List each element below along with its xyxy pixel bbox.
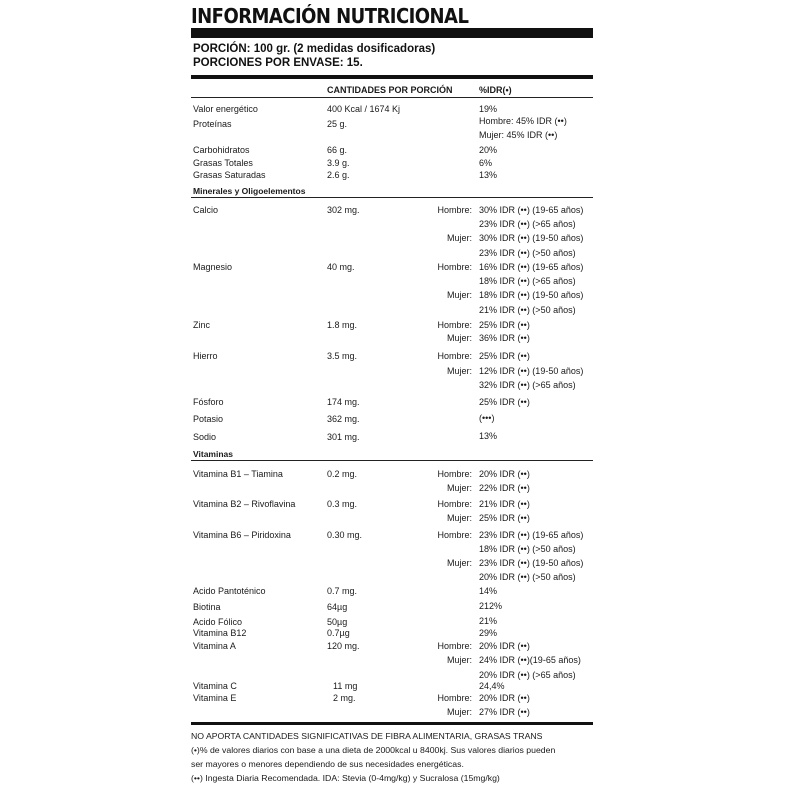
nutrient-amount: 120 mg.: [327, 641, 360, 651]
idr-column-header: %IDR(•): [479, 85, 512, 95]
nutrient-amount: 25 g.: [327, 119, 348, 129]
nutrient-idr: 25% IDR (••): [479, 351, 530, 361]
nutrient-name: Hierro: [193, 351, 218, 361]
header-rule: [191, 97, 593, 98]
nutrient-idr: 23% IDR (••) (19-50 años): [479, 558, 584, 568]
idr-group-label: Hombre:: [437, 469, 472, 479]
idr-group-label: Hombre:: [437, 320, 472, 330]
footer-line: ser mayores o menores dependiendo de sus necesidades energéticas.: [191, 759, 464, 769]
nutrient-idr: 12% IDR (••) (19-50 años): [479, 366, 584, 376]
idr-group-label: Hombre:: [437, 530, 472, 540]
nutrient-idr: (•••): [479, 413, 495, 423]
nutrient-idr: 20% IDR (••): [479, 693, 530, 703]
nutrient-idr: 23% IDR (••) (>50 años): [479, 248, 576, 258]
idr-group-label: Mujer:: [446, 655, 472, 665]
nutrient-idr: 30% IDR (••) (19-50 años): [479, 233, 584, 243]
nutrient-idr: 20% IDR (••): [479, 469, 530, 479]
nutrient-name: Vitamina E: [193, 693, 237, 703]
nutrient-idr: 24,4%: [479, 681, 505, 691]
idr-group-label: Hombre:: [437, 205, 472, 215]
nutrient-idr: 13%: [479, 170, 498, 180]
divider-footer: [191, 722, 593, 725]
idr-group-label: Hombre:: [437, 262, 472, 272]
idr-group-label: Hombre:: [437, 351, 472, 361]
nutrient-idr: 20%: [479, 145, 498, 155]
nutrient-amount: 3.5 mg.: [327, 351, 358, 361]
amount-column-header: CANTIDADES POR PORCIÓN: [327, 85, 453, 95]
serving-size: PORCIÓN: 100 gr. (2 medidas dosificadoras): [193, 43, 436, 55]
nutrient-idr: 30% IDR (••) (19-65 años): [479, 205, 584, 215]
nutrient-amount: 362 mg.: [327, 414, 360, 424]
nutrient-idr: 13%: [479, 431, 498, 441]
header-bar: [191, 28, 593, 38]
idr-group-label: Mujer:: [446, 558, 472, 568]
idr-group-label: Hombre:: [437, 693, 472, 703]
minerals-section-title: Minerales y Oligoelementos: [193, 186, 306, 196]
nutrient-amount: 2 mg.: [333, 693, 356, 703]
nutrient-idr: 19%: [479, 104, 498, 114]
nutrient-name: Vitamina B1 – Tiamina: [193, 469, 283, 479]
nutrient-amount: 0.7µg: [327, 628, 350, 638]
nutrient-idr: 14%: [479, 586, 498, 596]
nutrient-name: Biotina: [193, 602, 221, 612]
nutrient-idr: 24% IDR (••)(19-65 años): [479, 655, 581, 665]
nutrient-idr: 23% IDR (••) (>65 años): [479, 219, 576, 229]
nutrient-amount: 301 mg.: [327, 432, 360, 442]
nutrient-name: Vitamina B2 – Rivoflavina: [193, 499, 296, 509]
idr-group-label: Mujer:: [446, 366, 472, 376]
nutrient-name: Grasas Totales: [193, 158, 253, 168]
page-title: INFORMACIÓN NUTRICIONAL: [191, 4, 469, 28]
idr-group-label: Mujer:: [446, 233, 472, 243]
nutrient-idr: Mujer: 45% IDR (••): [479, 130, 558, 140]
nutrient-idr: 20% IDR (••) (>50 años): [479, 572, 576, 582]
nutrient-amount: 2.6 g.: [327, 170, 350, 180]
minerals-rule: [191, 197, 593, 198]
nutrient-name: Carbohidratos: [193, 145, 250, 155]
nutrient-idr: 23% IDR (••) (19-65 años): [479, 530, 584, 540]
nutrient-name: Vitamina B12: [193, 628, 247, 638]
nutrient-idr: 25% IDR (••): [479, 320, 530, 330]
nutrient-name: Fósforo: [193, 397, 224, 407]
nutrient-amount: 0.2 mg.: [327, 469, 358, 479]
nutrient-name: Magnesio: [193, 262, 233, 272]
vitamins-section-title: Vitaminas: [193, 449, 234, 459]
idr-group-label: Mujer:: [446, 290, 472, 300]
nutrient-name: Valor energético: [193, 104, 258, 114]
nutrient-name: Sodio: [193, 432, 217, 442]
nutrient-idr: 25% IDR (••): [479, 513, 530, 523]
divider-thick: [191, 75, 593, 79]
nutrient-amount: 174 mg.: [327, 397, 360, 407]
nutrient-idr: 18% IDR (••) (>65 años): [479, 276, 576, 286]
nutrient-amount: 40 mg.: [327, 262, 355, 272]
nutrient-idr: Hombre: 45% IDR (••): [479, 116, 567, 126]
footer-line: NO APORTA CANTIDADES SIGNIFICATIVAS DE FIBRA ALIMENTARIA, GRASAS TRANS: [191, 731, 543, 741]
nutrient-amount: 64µg: [327, 602, 348, 612]
nutrient-idr: 16% IDR (••) (19-65 años): [479, 262, 584, 272]
nutrient-name: Vitamina B6 – Piridoxina: [193, 530, 291, 540]
nutrient-idr: 20% IDR (••): [479, 641, 530, 651]
nutrient-idr: 36% IDR (••): [479, 333, 530, 343]
nutrient-idr: 27% IDR (••): [479, 707, 530, 717]
nutrient-idr: 21% IDR (••): [479, 499, 530, 509]
footer-line: (••) Ingesta Diaria Recomendada. IDA: Stevia (0-4mg/kg) y Sucralosa (15mg/kg): [191, 773, 500, 783]
vitamins-rule: [191, 460, 593, 461]
nutrient-name: Acido Pantoténico: [193, 586, 266, 596]
nutrient-amount: 0.30 mg.: [327, 530, 363, 540]
nutrient-name: Vitamina A: [193, 641, 236, 651]
nutrient-name: Calcio: [193, 205, 219, 215]
nutrient-amount: 0.7 mg.: [327, 586, 358, 596]
nutrient-idr: 22% IDR (••): [479, 483, 530, 493]
nutrient-idr: 29%: [479, 628, 498, 638]
nutrient-name: Zinc: [193, 320, 211, 330]
nutrient-idr: 6%: [479, 158, 493, 168]
nutrient-idr: 18% IDR (••) (19-50 años): [479, 290, 584, 300]
nutrient-idr: 21%: [479, 616, 498, 626]
idr-group-label: Mujer:: [446, 333, 472, 343]
nutrient-idr: 21% IDR (••) (>50 años): [479, 305, 576, 315]
nutrient-idr: 25% IDR (••): [479, 397, 530, 407]
idr-group-label: Hombre:: [437, 499, 472, 509]
nutrient-amount: 1.8 mg.: [327, 320, 358, 330]
idr-group-label: Hombre:: [437, 641, 472, 651]
nutrient-name: Potasio: [193, 414, 224, 424]
idr-group-label: Mujer:: [446, 513, 472, 523]
nutrient-idr: 18% IDR (••) (>50 años): [479, 544, 576, 554]
nutrient-amount: 3.9 g.: [327, 158, 350, 168]
nutrient-amount: 11 mg: [333, 681, 358, 691]
footer-line: (•)% de valores diarios con base a una dieta de 2000kcal u 8400kj. Sus valores diarios pueden: [191, 745, 556, 755]
nutrient-amount: 50µg: [327, 617, 348, 627]
nutrient-amount: 66 g.: [327, 145, 348, 155]
nutrient-name: Grasas Saturadas: [193, 170, 266, 180]
nutrition-facts-panel: [191, 0, 593, 800]
nutrient-amount: 400 Kcal / 1674 Kj: [327, 104, 401, 114]
nutrient-name: Acido Fólico: [193, 617, 243, 627]
nutrient-amount: 0.3 mg.: [327, 499, 358, 509]
nutrient-idr: 20% IDR (••) (>65 años): [479, 670, 576, 680]
servings-per-container: PORCIONES POR ENVASE: 15.: [193, 57, 363, 69]
idr-group-label: Mujer:: [446, 483, 472, 493]
nutrient-name: Vitamina C: [193, 681, 237, 691]
idr-group-label: Mujer:: [446, 707, 472, 717]
nutrient-idr: 212%: [479, 601, 503, 611]
nutrient-idr: 32% IDR (••) (>65 años): [479, 380, 576, 390]
nutrient-name: Proteínas: [193, 119, 232, 129]
nutrient-amount: 302 mg.: [327, 205, 360, 215]
